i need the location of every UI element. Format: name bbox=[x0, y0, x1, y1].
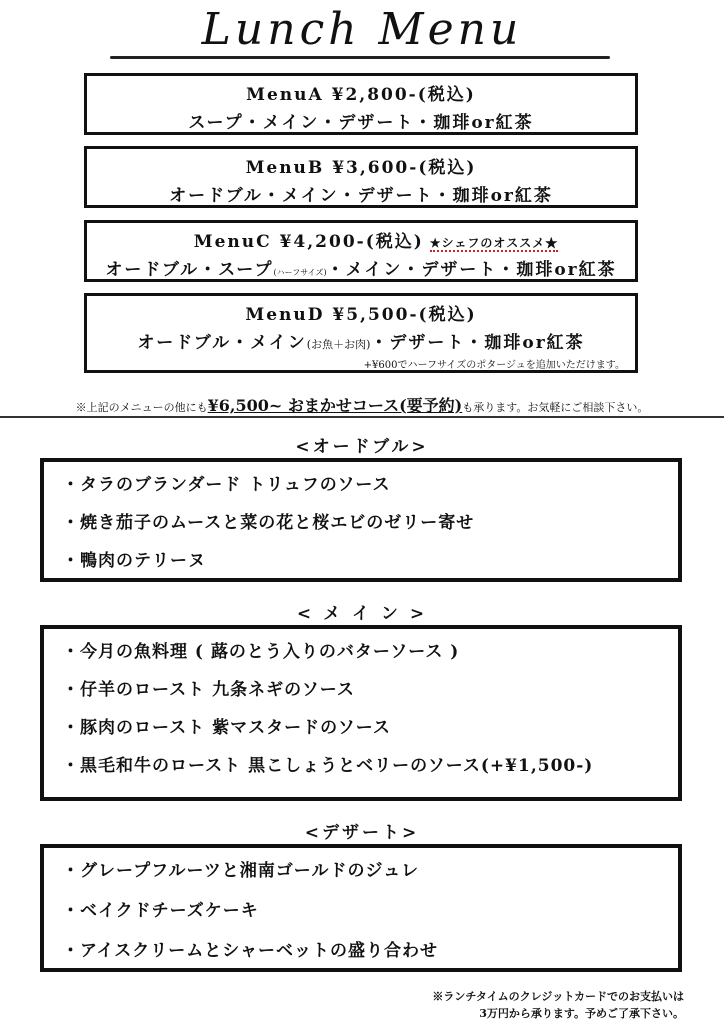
menu-item: ・鴨肉のテリーヌ bbox=[62, 551, 206, 571]
menu-item: ・グレープフルーツと湘南ゴールドのジュレ bbox=[62, 861, 420, 881]
course-box-d bbox=[84, 293, 638, 373]
note-suffix: も承ります。お気軽にご相談下さい。 bbox=[462, 401, 649, 414]
footnote-line-2: 3万円から承ります。予めご了承下さい。 bbox=[479, 1007, 684, 1020]
course-d-price: MenuD ¥5,500-(税込) bbox=[245, 305, 477, 325]
course-b-price: MenuB ¥3,600-(税込) bbox=[245, 158, 477, 178]
course-box-a bbox=[84, 73, 638, 135]
course-c-contents-a: オードブル・スープ bbox=[105, 260, 274, 280]
page-title: Lunch Menu bbox=[201, 4, 523, 55]
note-prefix: ※上記のメニューの他にも bbox=[75, 401, 208, 414]
menu-item: ・豚肉のロースト 紫マスタードのソース bbox=[62, 718, 391, 738]
course-d-contents bbox=[87, 328, 635, 353]
footnote-line-1: ※ランチタイムのクレジットカードでのお支払いは bbox=[432, 990, 684, 1003]
course-a-price: MenuA ¥2,800-(税込) bbox=[246, 85, 476, 105]
menu-item: ・黒毛和牛のロースト 黒こしょうとベリーのソース(+¥1,500-) bbox=[62, 756, 594, 776]
course-c-contents-b: ・メイン・デザート・珈琲or紅茶 bbox=[326, 260, 617, 280]
course-c-half-size: (ハーフサイズ) bbox=[273, 268, 327, 277]
menu-item: ・ベイクドチーズケーキ bbox=[62, 901, 259, 921]
course-c-price-line bbox=[117, 227, 635, 252]
course-d-addon-note: +¥600でハーフサイズのポタージュを追加いただけます。 bbox=[363, 360, 625, 371]
section-title-main: < メ イ ン > bbox=[296, 604, 428, 624]
course-box-b bbox=[84, 146, 638, 208]
section-box-main bbox=[40, 625, 682, 801]
course-b-contents: オードブル・メイン・デザート・珈琲or紅茶 bbox=[169, 186, 553, 206]
course-c-contents bbox=[87, 255, 635, 280]
omakase-note bbox=[0, 393, 724, 416]
course-d-fish-meat: (お魚＋お肉) bbox=[306, 338, 371, 351]
menu-item: ・タラのブランダード トリュフのソース bbox=[62, 475, 391, 495]
menu-item: ・今月の魚料理 ( 蕗のとう入りのバターソース ) bbox=[62, 642, 460, 662]
divider bbox=[0, 416, 724, 418]
omakase-course: ¥6,500~ おまかせコース(要予約) bbox=[207, 396, 463, 415]
course-d-contents-a: オードブル・メイン bbox=[137, 333, 307, 353]
course-d-contents-b: ・デザート・珈琲or紅茶 bbox=[370, 333, 585, 353]
course-a-contents: スープ・メイン・デザート・珈琲or紅茶 bbox=[188, 113, 534, 133]
course-c-price: MenuC ¥4,200-(税込) bbox=[193, 232, 424, 252]
section-title-dessert: <デザート> bbox=[304, 823, 420, 843]
menu-item: ・焼き茄子のムースと菜の花と桜エビのゼリー寄せ bbox=[62, 513, 475, 533]
course-box-c bbox=[84, 220, 638, 282]
section-box-dessert bbox=[40, 844, 682, 972]
title-underline bbox=[110, 56, 610, 59]
section-box-hors-doeuvre bbox=[40, 458, 682, 582]
menu-item: ・仔羊のロースト 九条ネギのソース bbox=[62, 680, 355, 700]
chef-recommend-badge: ★シェフのオススメ★ bbox=[429, 236, 559, 250]
payment-footnote bbox=[432, 988, 684, 1022]
section-title-hors-doeuvre: <オードブル> bbox=[295, 437, 429, 457]
menu-item: ・アイスクリームとシャーベットの盛り合わせ bbox=[62, 941, 438, 961]
